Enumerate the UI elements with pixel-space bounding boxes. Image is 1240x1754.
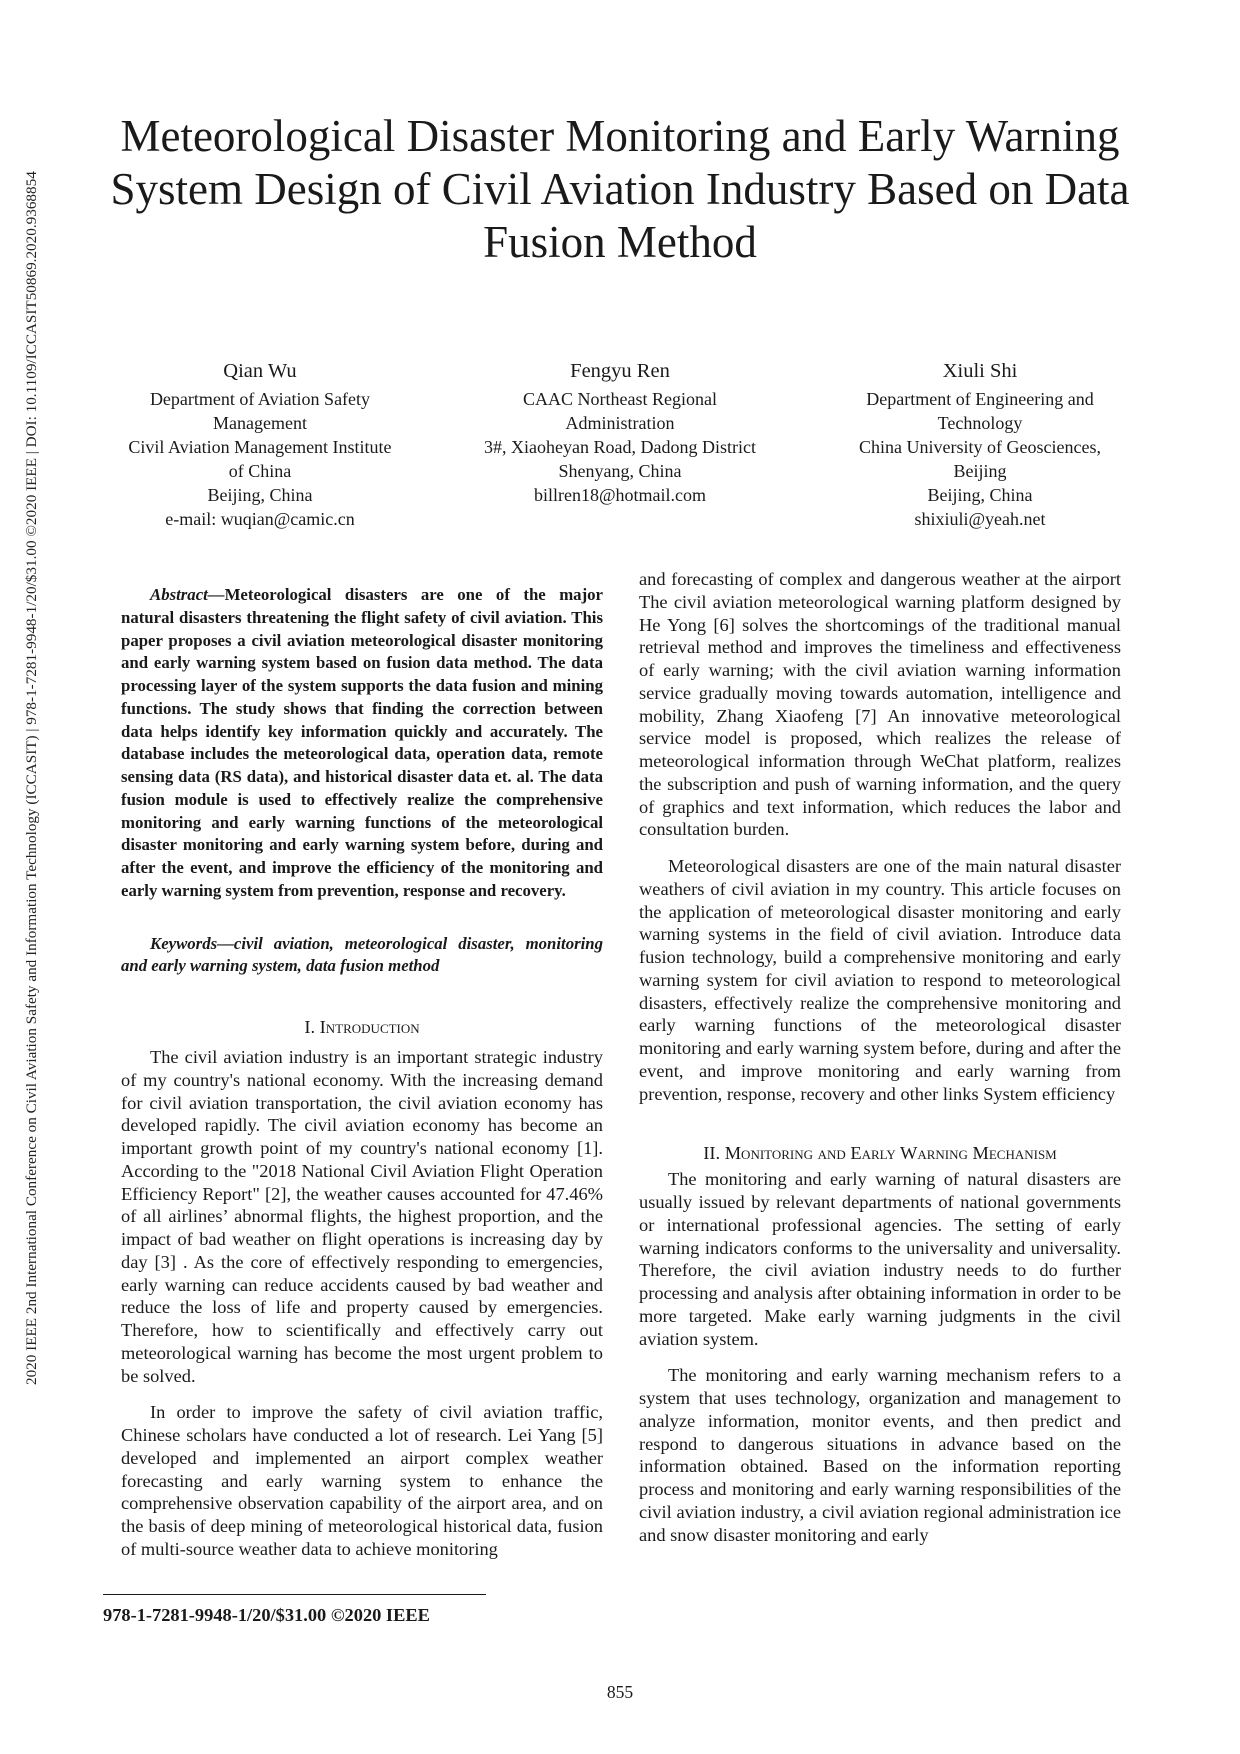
author-affiliation: Management [213, 413, 307, 433]
author-email: billren18@hotmail.com [533, 485, 707, 505]
author-block [100, 358, 1140, 531]
section-title: Introduction [319, 1017, 420, 1037]
author-location: Beijing, China [207, 485, 313, 505]
section-heading-mechanism [639, 1142, 1121, 1164]
author-address: 3#, Xiaoheyan Road, Dadong District [484, 437, 756, 457]
author-affiliation: of China [228, 461, 292, 481]
body-paragraph: In order to improve the safety of civil aviation traffic, Chinese scholars have conducted a lot of research. Lei Yang [5] developed and implemented an airport complex weather forecasting and early warning system to enhance the comprehensive observation capability of the airport area, and on the basis of deep mining of meteorological historical data, fusion of multi-source weather data to achieve monitoring [121, 1402, 603, 1559]
body-paragraph: The monitoring and early warning of natural disasters are usually issued by relevant departments of national governments or international professional agencies. The setting of early warning indicators conforms to the universality and universality. Therefore, the civil aviation industry needs to do further processing and analysis after obtaining information in order to be more targeted. Make early warning judgments in the civil aviation system. [639, 1169, 1121, 1349]
author-email: e-mail: wuqian@camic.cn [165, 509, 355, 529]
author-name: Qian Wu [223, 360, 297, 382]
author-affiliation: Administration [565, 413, 675, 433]
author-fengyu-ren [460, 358, 780, 531]
body-paragraph: The civil aviation industry is an important strategic industry of my country's national economy. With the increasing demand for civil aviation transportation, the civil aviation economy has developed rapidly. The civil aviation economy has become an important growth point of my country's national economy [1]. According to the "2018 National Civil Aviation Flight Operation Efficiency Report" [2], the weather causes accounted for 47.46% of all airlines’ abnormal flights, the highest proportion, and the impact of bad weather on flight operations is increasing day by day [3] . As the core of effectively responding to emergencies, early warning can reduce accidents caused by bad weather and reduce the loss of life and property caused by emergencies. Therefore, how to scientifically and effectively carry out meteorological warning has become the most urgent problem to be solved. [121, 1047, 603, 1386]
section-title: Monitoring and Early Warning Mechanism [724, 1143, 1057, 1164]
body-paragraph: Meteorological disasters are one of the main natural disaster weathers of civil aviation in my country. This article focuses on the application of meteorological disaster monitoring and early warning systems in the field of civil aviation. Introduce data fusion technology, build a comprehensive monitoring and early warning system for civil aviation to respond to meteorological disasters, effectively realize the comprehensive monitoring and early warning functions of the meteorological disaster monitoring and early warning system before, during and after the event, and improve monitoring and early warning from prevention, response, recovery and other links System efficiency [639, 856, 1121, 1104]
left-column [121, 584, 603, 1561]
author-affiliation: CAAC Northeast Regional [523, 389, 717, 409]
author-affiliation: Technology [937, 413, 1023, 433]
page-number: 855 [606, 1682, 634, 1702]
author-qian-wu [100, 358, 420, 531]
right-column [639, 568, 1121, 1546]
author-affiliation: Civil Aviation Management Institute [128, 437, 392, 457]
paper-title: Meteorological Disaster Monitoring and Early Warning System Design of Civil Aviation Industry Based on Data Fusion Method [110, 111, 1130, 267]
keywords-text: civil aviation, meteorological disaster, monitoring and early warning system, data fusion method [121, 933, 603, 976]
body-paragraph: The monitoring and early warning mechanism refers to a system that uses technology, organization and management to analyze information, monitor events, and then predict and respond to dangerous situations in advance based on the information obtained. Based on the information reporting process and monitoring and early warning responsibilities of the civil aviation industry, a civil aviation regional administration ice and snow disaster monitoring and early [639, 1365, 1121, 1545]
section-number: I. [304, 1017, 320, 1037]
author-email: shixiuli@yeah.net [914, 509, 1046, 529]
conference-doi-banner: 2020 IEEE 2nd International Conference on Civil Aviation Safety and Information Technology (ICCASIT) | 978-1-7281-9948-1/20/$31.00 ©2020 IEEE | DOI: 10.1109/ICCASIT50869.2020.9368854 [23, 171, 40, 1385]
author-affiliation: China University of Geosciences, [859, 437, 1101, 457]
author-name: Xiuli Shi [942, 360, 1018, 382]
author-affiliation: Department of Engineering and [866, 389, 1094, 409]
section-number: II. [703, 1143, 725, 1164]
author-location: Shenyang, China [558, 461, 682, 481]
author-xiuli-shi [820, 358, 1140, 531]
body-paragraph-continued: and forecasting of complex and dangerous weather at the airport The civil aviation meteorological warning platform designed by He Yong [6] solves the shortcomings of the traditional manual retrieval method and improves the timeliness and effectiveness of early warning; with the civil aviation warning information service gradually moving towards automation, intelligence and mobility, Zhang Xiaofeng [7] An innovative meteorological service model is proposed, which realizes the release of meteorological information through WeChat platform, realizes the subscription and push of warning information, and the query of graphics and text information, which reduces the labor and consultation burden. [639, 569, 1121, 840]
keywords [121, 933, 603, 979]
author-location: Beijing, China [927, 485, 1033, 505]
section-heading-introduction [121, 1016, 603, 1038]
copyright-notice: 978-1-7281-9948-1/20/$31.00 ©2020 IEEE [103, 1605, 430, 1625]
keywords-label: Keywords— [150, 933, 234, 953]
author-name: Fengyu Ren [570, 360, 670, 382]
author-affiliation: Beijing [953, 461, 1007, 481]
abstract-label: Abstract— [150, 585, 225, 604]
abstract-text: Meteorological disasters are one of the major natural disasters threatening the flight safety of civil aviation. This paper proposes a civil aviation meteorological disaster monitoring and early warning system based on fusion data method. The data processing layer of the system supports the data fusion and mining functions. The study shows that finding the correction between data helps identify key information quickly and accurately. The database includes the meteorological data, operation data, remote sensing data (RS data), and historical disaster data et. al. The data fusion module is used to effectively realize the comprehensive monitoring and early warning functions of the meteorological disaster monitoring and early warning system before, during and after the event, and improve the efficiency of the monitoring and early warning system from prevention, response and recovery. [121, 585, 603, 900]
author-affiliation: Department of Aviation Safety [149, 389, 371, 409]
abstract [121, 584, 603, 903]
footnote-divider [103, 1594, 486, 1595]
